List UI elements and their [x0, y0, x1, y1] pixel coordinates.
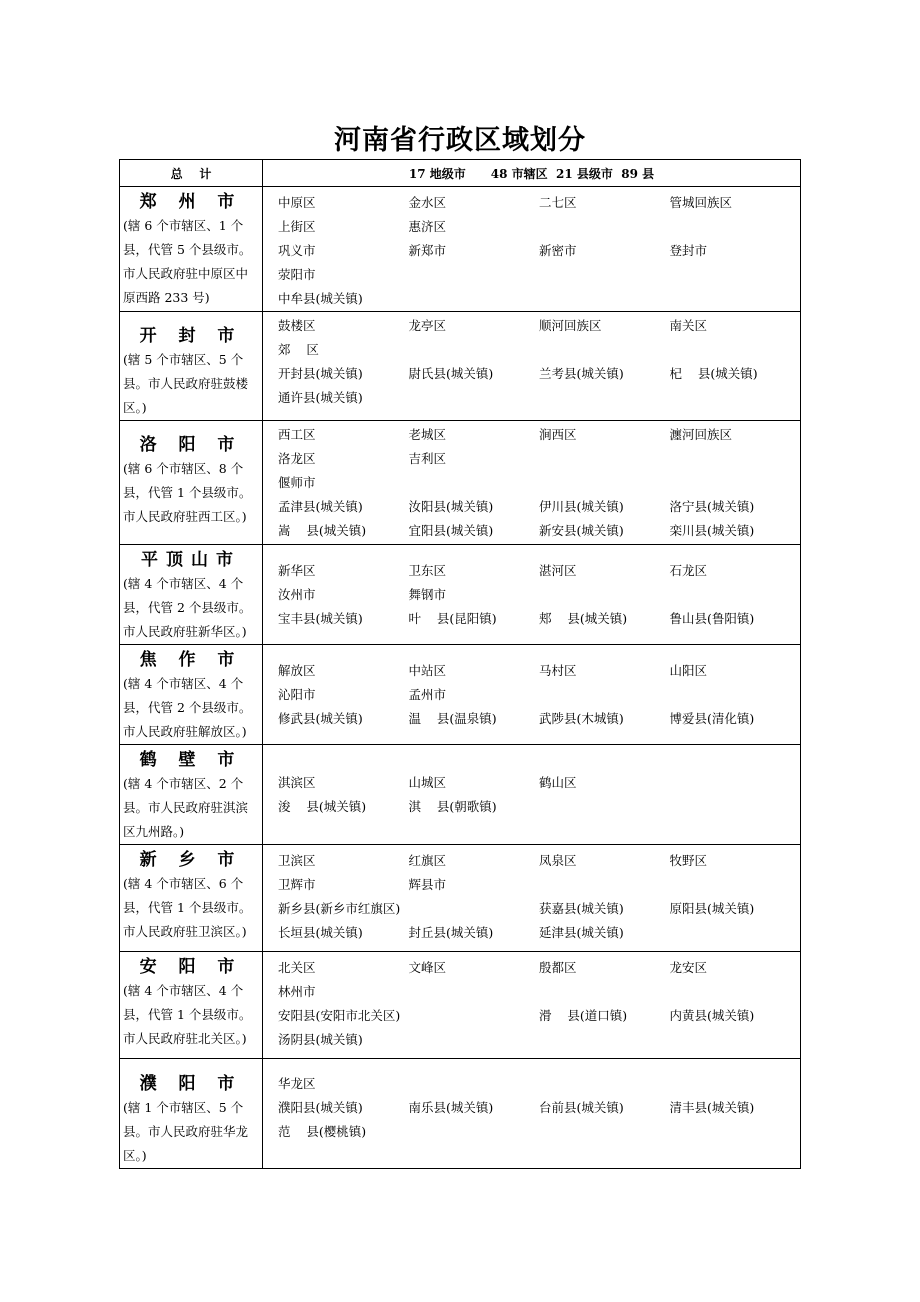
district-entry: 嵩 县(城关镇)	[278, 523, 367, 538]
city-description: (辖 4 个市辖区、2 个县。市人民政府驻淇滨区九州路。)	[123, 776, 249, 839]
district-entry: 洛宁县(城关镇)	[669, 499, 755, 514]
district-row	[278, 956, 800, 980]
city-info-cell	[120, 645, 263, 745]
district-entry: 管城回族区	[669, 195, 733, 210]
district-entry: 林州市	[278, 984, 316, 999]
district-entry: 郏 县(城关镇)	[539, 611, 628, 626]
city-name: 新 乡 市	[139, 850, 243, 870]
district-entry: 通许县(城关镇)	[278, 390, 363, 405]
district-entry	[539, 873, 670, 897]
district-entry: 洛龙区	[278, 451, 316, 466]
district-entry: 温 县(温泉镇)	[408, 711, 497, 726]
city-info-cell	[120, 845, 263, 952]
city-row	[120, 1059, 801, 1169]
district-entry	[409, 386, 540, 410]
district-entry: 清丰县(城关镇)	[669, 1100, 755, 1115]
district-row	[278, 495, 800, 519]
district-entry	[409, 980, 540, 1004]
city-name: 郑 州 市	[139, 192, 243, 212]
district-entry: 凤泉区	[539, 853, 577, 868]
district-entry	[409, 1120, 540, 1144]
city-name: 平顶山市	[141, 550, 241, 570]
district-entry	[539, 386, 670, 410]
district-entry: 新乡县(新乡市红旗区)	[278, 901, 401, 916]
district-entry: 山城区	[408, 775, 447, 790]
city-name: 焦 作 市	[139, 650, 243, 670]
district-entry: 殷都区	[539, 960, 577, 975]
district-entry: 牧野区	[669, 853, 708, 868]
district-entry: 卫滨区	[278, 853, 316, 868]
city-description: (辖 1 个市辖区、5 个县。市人民政府驻华龙区。)	[123, 1100, 249, 1163]
district-row	[278, 215, 800, 239]
district-row	[278, 795, 800, 819]
district-entry: 红旗区	[408, 853, 447, 868]
district-entry	[409, 897, 540, 921]
district-entry	[539, 338, 670, 362]
district-entry: 巩义市	[278, 243, 316, 258]
district-entry	[539, 215, 670, 239]
district-entry: 武陟县(木城镇)	[539, 711, 624, 726]
district-entry: 山阳区	[669, 663, 708, 678]
district-entry: 濮阳县(城关镇)	[278, 1100, 363, 1115]
district-entry: 北关区	[278, 960, 316, 975]
district-entry: 西工区	[278, 427, 316, 442]
district-entry: 石龙区	[669, 563, 708, 578]
district-entry: 鹤山区	[539, 775, 577, 790]
district-entry: 浚 县(城关镇)	[278, 799, 367, 814]
district-entry	[670, 287, 801, 311]
district-entry	[670, 771, 801, 795]
total-label: 总 计	[120, 160, 263, 187]
district-row	[278, 314, 800, 338]
district-entry: 原阳县(城关镇)	[669, 901, 755, 916]
city-row	[120, 187, 801, 312]
city-info-cell	[120, 421, 263, 545]
district-cell	[263, 745, 801, 845]
district-entry: 龙安区	[669, 960, 708, 975]
district-entry	[670, 1028, 801, 1052]
district-row	[278, 1120, 800, 1144]
district-entry: 二七区	[539, 195, 577, 210]
district-entry	[409, 1072, 540, 1096]
city-description: (辖 4 个市辖区、4 个县，代管 1 个县级市。市人民政府驻北关区。)	[123, 983, 252, 1046]
total-summary: 17 地级市 48 市辖区 21 县级市 89 县	[263, 160, 801, 187]
district-entry	[409, 1004, 540, 1028]
district-entry: 杞 县(城关镇)	[669, 366, 758, 381]
district-entry: 上街区	[278, 219, 316, 234]
district-entry: 汝州市	[278, 587, 316, 602]
district-row	[278, 873, 800, 897]
district-entry: 孟津县(城关镇)	[278, 499, 363, 514]
district-entry: 宝丰县(城关镇)	[278, 611, 363, 626]
district-row	[278, 287, 800, 311]
district-row	[278, 362, 800, 386]
city-name: 濮 阳 市	[139, 1074, 243, 1094]
district-row	[278, 263, 800, 287]
district-entry: 文峰区	[408, 960, 447, 975]
district-entry	[670, 795, 801, 819]
district-entry: 解放区	[278, 663, 316, 678]
district-row	[278, 980, 800, 1004]
district-entry: 舞钢市	[408, 587, 447, 602]
district-entry: 瀍河回族区	[669, 427, 733, 442]
district-entry: 南关区	[669, 318, 708, 333]
district-entry: 吉利区	[408, 451, 447, 466]
district-entry: 登封市	[669, 243, 708, 258]
district-entry	[539, 471, 670, 495]
district-entry: 孟州市	[408, 687, 447, 702]
district-entry	[670, 447, 801, 471]
city-row	[120, 312, 801, 421]
district-entry	[539, 1028, 670, 1052]
city-info-cell	[120, 1059, 263, 1169]
district-entry	[409, 1028, 540, 1052]
district-entry: 修武县(城关镇)	[278, 711, 363, 726]
city-info-cell	[120, 952, 263, 1059]
district-row	[278, 1096, 800, 1120]
city-row	[120, 545, 801, 645]
district-entry: 惠济区	[408, 219, 447, 234]
district-entry: 叶 县(昆阳镇)	[408, 611, 497, 626]
district-entry	[539, 447, 670, 471]
district-entry: 龙亭区	[408, 318, 447, 333]
district-cell	[263, 1059, 801, 1169]
district-row	[278, 191, 800, 215]
district-entry: 新华区	[278, 563, 316, 578]
district-entry: 淇 县(朝歌镇)	[408, 799, 497, 814]
district-entry: 汝阳县(城关镇)	[408, 499, 494, 514]
district-entry: 兰考县(城关镇)	[539, 366, 624, 381]
district-entry: 新密市	[539, 243, 577, 258]
district-entry	[539, 980, 670, 1004]
district-entry: 辉县市	[408, 877, 447, 892]
district-row	[278, 707, 800, 731]
city-row	[120, 745, 801, 845]
city-description: (辖 4 个市辖区、6 个县，代管 1 个县级市。市人民政府驻卫滨区。)	[123, 876, 252, 939]
city-info-cell	[120, 312, 263, 421]
district-entry: 延津县(城关镇)	[539, 925, 624, 940]
district-entry	[539, 263, 670, 287]
district-row	[278, 607, 800, 631]
district-entry: 新安县(城关镇)	[539, 523, 624, 538]
district-entry: 鼓楼区	[278, 318, 316, 333]
city-description: (辖 6 个市辖区、8 个县，代管 1 个县级市。市人民政府驻西工区。)	[123, 461, 252, 524]
district-row	[278, 386, 800, 410]
division-table	[119, 159, 801, 1169]
district-entry: 宜阳县(城关镇)	[408, 523, 494, 538]
district-entry	[670, 215, 801, 239]
summary-row	[120, 160, 801, 187]
district-row	[278, 659, 800, 683]
district-entry: 华龙区	[278, 1076, 316, 1091]
district-entry	[670, 583, 801, 607]
district-entry: 伊川县(城关镇)	[539, 499, 624, 514]
district-entry	[539, 1120, 670, 1144]
district-entry: 封丘县(城关镇)	[408, 925, 494, 940]
district-entry	[409, 263, 540, 287]
district-entry: 长垣县(城关镇)	[278, 925, 363, 940]
district-entry: 沁阳市	[278, 687, 316, 702]
district-cell	[263, 187, 801, 312]
district-row	[278, 239, 800, 263]
district-entry	[670, 1120, 801, 1144]
district-entry: 郊 区	[278, 342, 319, 357]
district-entry: 荥阳市	[278, 267, 316, 282]
district-cell	[263, 312, 801, 421]
district-entry	[670, 386, 801, 410]
city-row	[120, 645, 801, 745]
city-row	[120, 421, 801, 545]
city-row	[120, 952, 801, 1059]
district-entry: 尉氏县(城关镇)	[408, 366, 494, 381]
district-entry: 鲁山县(鲁阳镇)	[669, 611, 755, 626]
district-entry: 安阳县(安阳市北关区)	[278, 1008, 401, 1023]
city-name: 安 阳 市	[139, 957, 243, 977]
district-entry	[670, 338, 801, 362]
district-row	[278, 559, 800, 583]
district-entry: 金水区	[408, 195, 447, 210]
district-entry	[670, 921, 801, 945]
district-entry: 卫辉市	[278, 877, 316, 892]
district-entry: 内黄县(城关镇)	[669, 1008, 755, 1023]
district-entry: 汤阴县(城关镇)	[278, 1032, 363, 1047]
district-row	[278, 849, 800, 873]
district-entry	[670, 263, 801, 287]
city-description: (辖 4 个市辖区、4 个县，代管 2 个县级市。市人民政府驻新华区。)	[123, 576, 252, 639]
district-entry: 马村区	[539, 663, 577, 678]
district-entry	[670, 683, 801, 707]
district-row	[278, 583, 800, 607]
page-title: 河南省行政区域划分	[334, 125, 586, 156]
district-entry: 开封县(城关镇)	[278, 366, 363, 381]
district-cell	[263, 845, 801, 952]
district-row	[278, 423, 800, 447]
city-description: (辖 5 个市辖区、5 个县。市人民政府驻鼓楼区。)	[123, 352, 249, 415]
district-row	[278, 1028, 800, 1052]
district-entry: 涧西区	[539, 427, 577, 442]
district-row	[278, 338, 800, 362]
district-entry: 台前县(城关镇)	[539, 1100, 624, 1115]
district-entry: 卫东区	[408, 563, 447, 578]
district-entry: 新郑市	[408, 243, 447, 258]
district-row	[278, 519, 800, 543]
district-entry: 老城区	[408, 427, 447, 442]
district-entry: 淇滨区	[278, 775, 316, 790]
district-entry	[670, 1072, 801, 1096]
district-entry	[409, 338, 540, 362]
district-entry: 湛河区	[539, 563, 577, 578]
district-entry: 南乐县(城关镇)	[408, 1100, 494, 1115]
district-entry	[409, 287, 540, 311]
district-entry	[539, 1072, 670, 1096]
city-description: (辖 6 个市辖区、1 个县，代管 5 个县级市。市人民政府驻中原区中原西路 233 号)	[123, 218, 252, 305]
city-name: 鹤 壁 市	[139, 750, 243, 770]
district-entry: 中原区	[278, 195, 316, 210]
city-info-cell	[120, 745, 263, 845]
district-entry: 获嘉县(城关镇)	[539, 901, 624, 916]
city-description: (辖 4 个市辖区、4 个县，代管 2 个县级市。市人民政府驻解放区。)	[123, 676, 252, 739]
district-entry: 偃师市	[278, 475, 316, 490]
district-entry	[670, 471, 801, 495]
district-entry: 栾川县(城关镇)	[669, 523, 755, 538]
district-entry	[409, 471, 540, 495]
city-name: 开 封 市	[139, 326, 243, 346]
district-entry	[539, 683, 670, 707]
district-cell	[263, 952, 801, 1059]
district-entry	[670, 980, 801, 1004]
district-entry: 博爱县(清化镇)	[669, 711, 755, 726]
city-info-cell	[120, 187, 263, 312]
district-entry: 中牟县(城关镇)	[278, 291, 363, 306]
district-row	[278, 771, 800, 795]
district-row	[278, 897, 800, 921]
district-entry: 范 县(樱桃镇)	[278, 1124, 367, 1139]
district-cell	[263, 645, 801, 745]
district-entry	[539, 287, 670, 311]
district-cell	[263, 545, 801, 645]
district-entry	[539, 583, 670, 607]
district-row	[278, 683, 800, 707]
city-info-cell	[120, 545, 263, 645]
district-row	[278, 1004, 800, 1028]
district-row	[278, 921, 800, 945]
district-row	[278, 447, 800, 471]
district-entry: 中站区	[408, 663, 447, 678]
district-row	[278, 1072, 800, 1096]
city-name: 洛 阳 市	[139, 435, 243, 455]
district-entry: 滑 县(道口镇)	[539, 1008, 628, 1023]
district-entry: 顺河回族区	[539, 318, 602, 333]
district-row	[278, 471, 800, 495]
district-entry	[670, 873, 801, 897]
city-row	[120, 845, 801, 952]
district-cell	[263, 421, 801, 545]
district-entry	[539, 795, 670, 819]
